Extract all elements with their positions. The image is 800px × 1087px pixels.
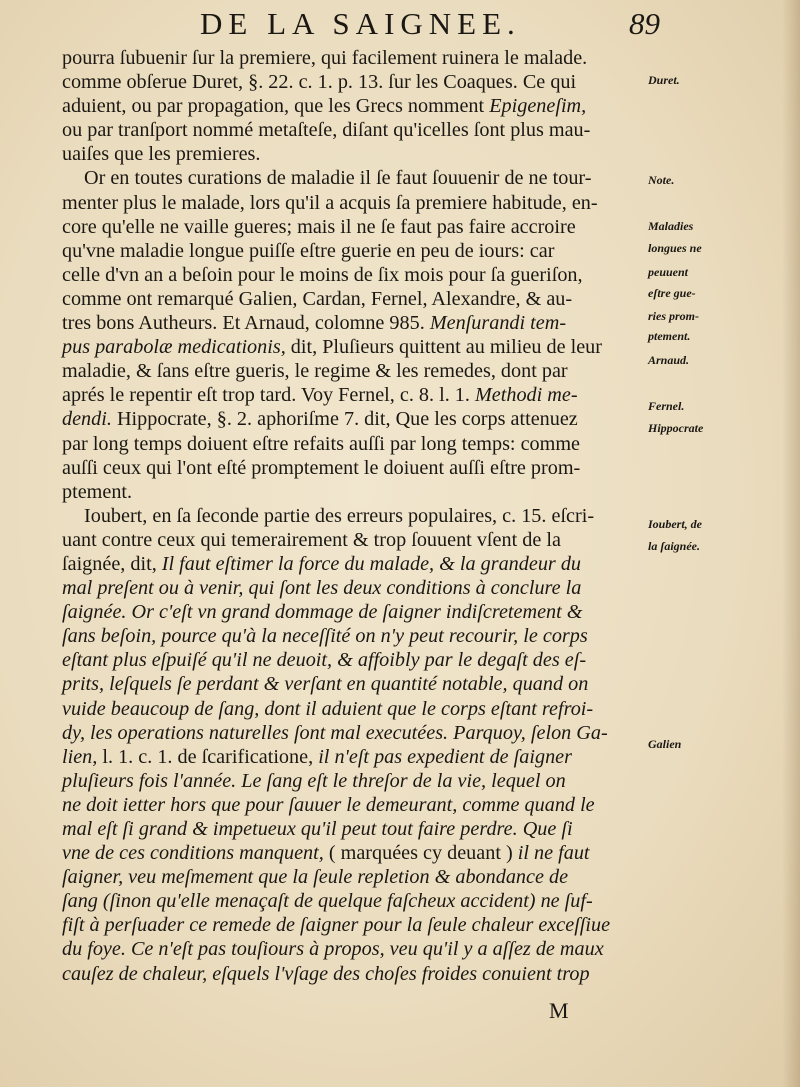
text-run: du foye. Ce n'eſt pas touſiours à propos, veu qu'il y a aſſez de maux xyxy=(62,938,604,961)
margin-note: Duret. xyxy=(648,73,680,87)
margin-note: ries prom- xyxy=(648,309,699,323)
text-line xyxy=(62,191,642,215)
text-run: aduient, ou par propagation, que les Grecs nomment xyxy=(62,95,490,118)
text-line xyxy=(62,263,642,287)
text-line xyxy=(62,865,642,889)
text-run: uaiſes que les premieres. xyxy=(62,143,261,166)
margin-note: longues ne xyxy=(648,241,702,255)
text-run: eſtant plus eſpuiſé qu'il ne deuoit, & affoibly par le degaſt des eſ- xyxy=(62,649,587,672)
text-run: ſaignée. Or c'eſt vn grand dommage de ſaigner indiſcretement & xyxy=(62,601,583,624)
margin-note: Hippocrate xyxy=(648,421,704,435)
text-run: Ioubert, en ſa ſeconde partie des erreurs populaires, c. 15. eſcri- xyxy=(84,504,595,527)
page-number: 89 xyxy=(629,6,660,41)
text-run: mal preſent ou à venir, qui ſont les deux conditions à conclure la xyxy=(62,577,582,600)
text-run: uant contre ceux qui temerairement & trop ſouuent vſent de la xyxy=(62,528,561,551)
text-line xyxy=(62,118,642,142)
text-run: dy, les operations naturelles ſont mal executées. Parquoy, ſelon Ga- xyxy=(62,721,608,744)
text-run: tres bons Autheurs. Et Arnaud, colomne 985. xyxy=(62,312,430,335)
text-run: ( marquées cy deuant ) xyxy=(323,842,518,865)
text-run: celle d'vn an a beſoin pour le moins de ſix mois pour ſa gueriſon, xyxy=(62,263,583,286)
text-line xyxy=(62,528,642,552)
margin-note: Maladies xyxy=(648,219,694,233)
text-line xyxy=(62,239,642,263)
text-line xyxy=(62,359,642,383)
text-run: pluſieurs fois l'année. Le ſang eſt le threſor de la vie, lequel on xyxy=(62,769,566,792)
margin-note: peuuent xyxy=(648,265,689,279)
text-run: comme ont remarqué Galien, Cardan, Fernel, Alexandre, & au- xyxy=(62,287,573,310)
text-run: ne doit ietter hors que pour ſauuer le demeurant, comme quand le xyxy=(62,793,595,816)
text-run: dit, Pluſieurs quittent au milieu de leur xyxy=(285,336,602,359)
text-run: Or en toutes curations de maladie il ſe faut ſouuenir de ne tour- xyxy=(84,167,592,190)
text-line xyxy=(62,576,642,600)
margin-note: Arnaud. xyxy=(648,353,690,367)
text-line xyxy=(62,889,642,913)
text-run: cauſez de chaleur, eſquels l'vſage des choſes froides conuient trop xyxy=(62,962,590,985)
text-run: maladie, & ſans eſtre gueris, le regime & les remedes, dont par xyxy=(62,360,568,383)
text-run: ſans beſoin, pource qu'à la neceſſité on n'y peut recourir, le corps xyxy=(62,625,588,648)
text-line xyxy=(62,46,642,70)
text-run: l. 1. c. 1. de ſcarificatione, xyxy=(97,745,319,768)
page-edge-shadow xyxy=(782,0,800,1087)
text-run: par long temps doiuent eſtre refaits auſſi par long temps: comme xyxy=(62,432,581,455)
margin-note: Note. xyxy=(648,173,675,187)
text-line xyxy=(62,456,642,480)
text-line xyxy=(62,745,642,769)
text-line xyxy=(62,841,642,865)
text-line xyxy=(62,287,642,311)
text-run: aprés le repentir eſt trop tard. Voy Fernel, c. 8. l. 1. xyxy=(62,384,475,407)
text-line xyxy=(62,311,642,335)
signature-mark: M xyxy=(549,998,569,1023)
text-line xyxy=(62,721,642,745)
text-run: ſang (ſinon qu'elle menaçaſt de quelque faſcheux accident) ne ſuf- xyxy=(62,890,593,913)
text-run: vne de ces conditions manquent, xyxy=(62,842,324,865)
text-line xyxy=(62,937,642,961)
text-line xyxy=(62,552,642,576)
text-line xyxy=(62,94,642,118)
text-run: pourra ſubuenir ſur la premiere, qui facilement ruinera le malade. xyxy=(62,47,588,69)
text-line xyxy=(62,600,642,624)
margin-note: Fernel. xyxy=(648,399,685,413)
text-run: ptement. xyxy=(62,480,133,503)
text-line xyxy=(62,215,642,239)
text-line xyxy=(62,769,642,793)
text-run: Menſurandi tem- xyxy=(429,312,567,335)
text-run: ſaigner, veu meſmement que la ſeule repletion & abondance de xyxy=(62,866,569,889)
text-line xyxy=(62,697,642,721)
text-run: Epigeneſim, xyxy=(489,95,587,118)
text-run: Hippocrate, §. 2. aphoriſme 7. dit, Que les corps attenuez xyxy=(111,408,578,431)
body-text xyxy=(62,46,642,986)
text-run: menter plus le malade, lors qu'il a acquis ſa premiere habitude, en- xyxy=(62,191,598,214)
text-line xyxy=(62,166,642,190)
text-run: vuide beaucoup de ſang, dont il aduient que le corps eſtant refroi- xyxy=(62,697,594,720)
text-line xyxy=(62,70,642,94)
text-run: pus parabolæ medicationis, xyxy=(62,336,286,359)
text-run: dendi. xyxy=(62,408,112,431)
margin-note: Galien xyxy=(648,737,682,751)
text-run: ou par tranſport nommé metaſteſe, diſant qu'icelles ſont plus mau- xyxy=(62,119,591,142)
text-line xyxy=(62,962,642,986)
text-line xyxy=(62,624,642,648)
text-run: mal eſt ſi grand & impetueux qu'il peut tout faire perdre. Que ſi xyxy=(62,818,573,840)
text-line xyxy=(62,407,642,431)
text-run: qu'vne maladie longue puiſſe eſtre guerie en peu de iours: car xyxy=(62,239,555,262)
running-title: DE LA SAIGNEE. xyxy=(200,6,521,41)
margin-note: ptement. xyxy=(648,329,691,343)
text-line xyxy=(62,913,642,937)
margin-note: la ſaignée. xyxy=(648,539,700,553)
text-line xyxy=(62,648,642,672)
margin-note: eſtre gue- xyxy=(648,286,696,300)
text-line xyxy=(62,142,642,166)
text-line xyxy=(62,793,642,817)
text-run: lien, xyxy=(62,745,98,768)
text-line xyxy=(62,383,642,407)
text-line xyxy=(62,817,642,841)
text-line xyxy=(62,672,642,696)
text-line xyxy=(62,335,642,359)
text-run: comme obſerue Duret, §. 22. c. 1. p. 13. ſur les Coaques. Ce qui xyxy=(62,71,577,94)
text-run: prits, leſquels ſe perdant & verſant en quantité notable, quand on xyxy=(62,673,589,696)
text-line xyxy=(62,504,642,528)
text-line xyxy=(62,432,642,456)
text-run: il n'eſt pas expedient de ſaigner xyxy=(318,745,572,768)
margin-note: Ioubert, de xyxy=(648,517,702,531)
text-run: fiſt à perſuader ce remede de ſaigner pour la ſeule chaleur exceſſiue xyxy=(62,914,611,937)
running-header xyxy=(200,6,660,46)
text-line xyxy=(62,480,642,504)
text-run: Methodi me- xyxy=(474,384,578,407)
text-run: auſſi ceux qui l'ont eſté promptement le doiuent auſſi eſtre prom- xyxy=(62,456,581,479)
text-run: Il faut eſtimer la force du malade, & la grandeur du xyxy=(161,552,582,575)
text-run: ſaignée, dit, xyxy=(62,552,162,575)
text-run: il ne faut xyxy=(517,842,590,865)
text-run: core qu'elle ne vaille gueres; mais il ne ſe faut pas faire accroire xyxy=(62,215,576,238)
